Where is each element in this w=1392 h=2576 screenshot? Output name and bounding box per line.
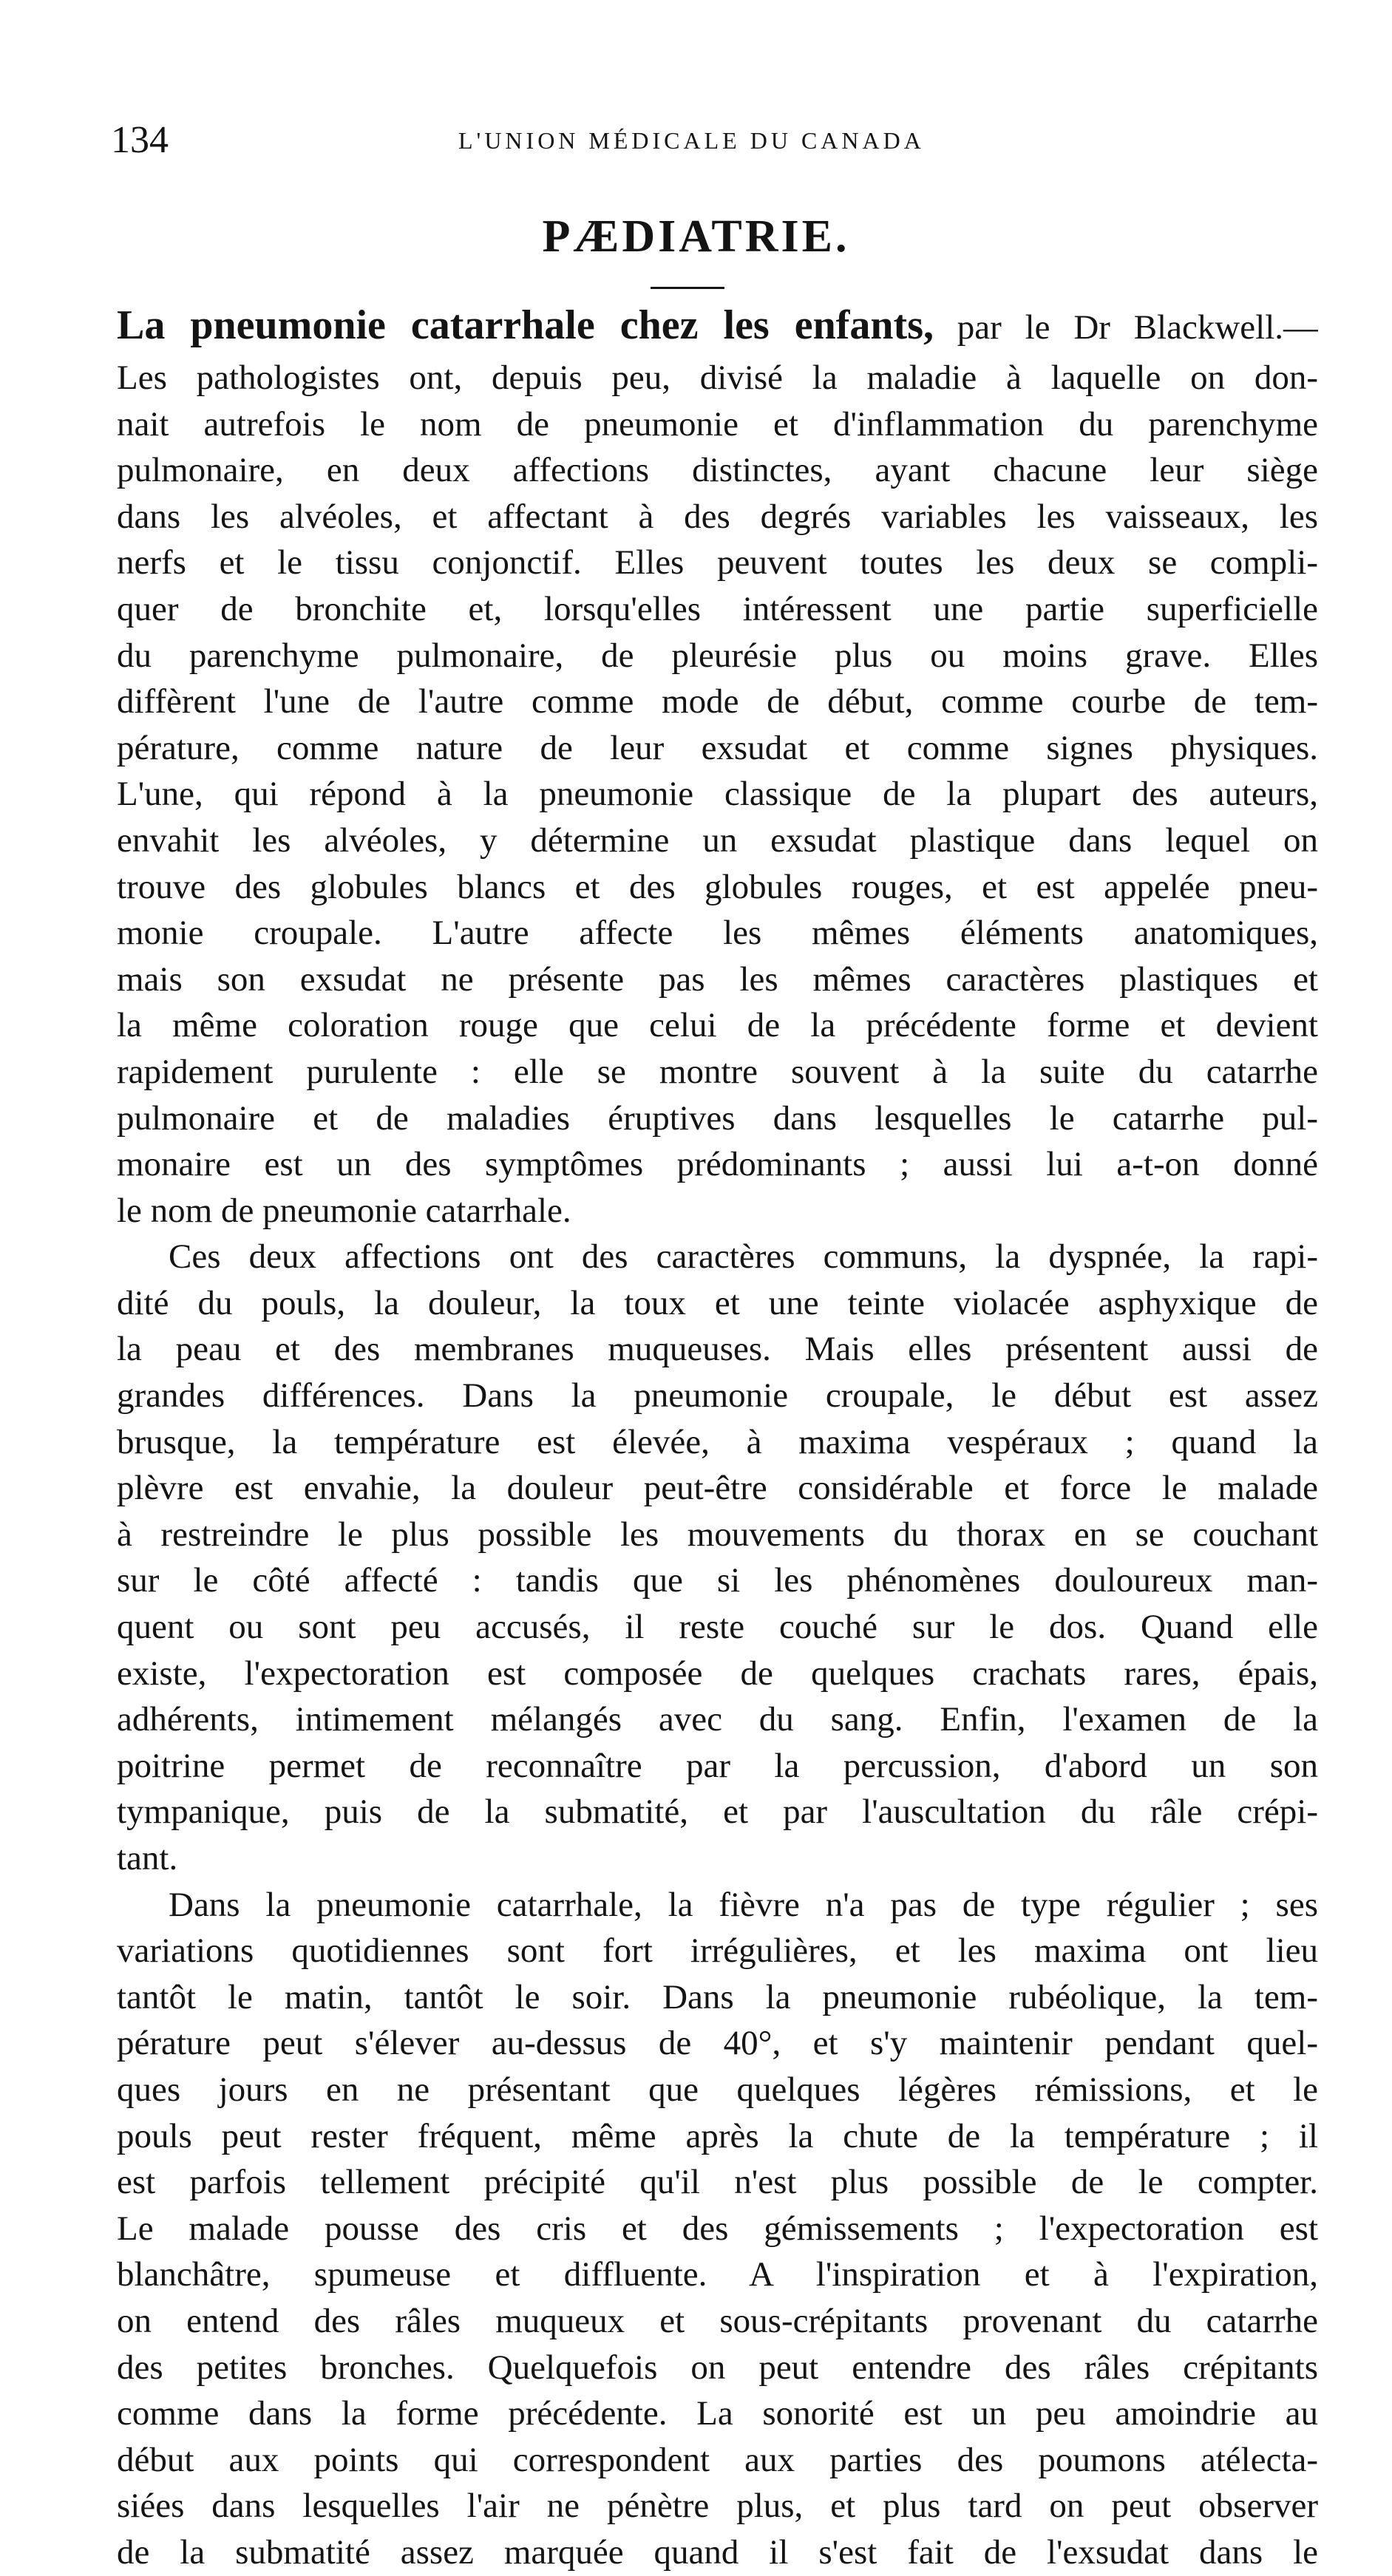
text-line: Ces deux affections ont des caractères communs, la dyspnée, la rapi- bbox=[169, 1237, 1318, 1277]
text-line: dans les alvéoles, et affectant à des degrés variables les vaisseaux, les bbox=[117, 497, 1318, 536]
text-line: grandes différences. Dans la pneumonie croupale, le début est assez bbox=[117, 1376, 1318, 1416]
text-line: comme dans la forme précédente. La sonorité est un peu amoindrie au bbox=[117, 2394, 1318, 2433]
text-line: brusque, la température est élevée, à maxima vespéraux ; quand la bbox=[117, 1422, 1318, 1461]
text-line: Dans la pneumonie catarrhale, la fièvre n'a pas de type régulier ; ses bbox=[169, 1885, 1318, 1924]
text-line: L'une, qui répond à la pneumonie classique de la plupart des auteurs, bbox=[117, 775, 1318, 814]
text-line: pulmonaire, en deux affections distinctes, ayant chacune leur siège bbox=[117, 451, 1318, 490]
text-line: Les pathologistes ont, depuis peu, divisé la maladie à laquelle on don- bbox=[117, 358, 1318, 397]
text-line: nait autrefois le nom de pneumonie et d'inflammation du parenchyme bbox=[117, 404, 1318, 444]
text-line: poitrine permet de reconnaître par la percussion, d'abord un son bbox=[117, 1746, 1318, 1785]
text-line: de la submatité assez marquée quand il s'est fait de l'exsudat dans le bbox=[117, 2532, 1318, 2572]
text-line: du parenchyme pulmonaire, de pleurésie plus ou moins grave. Elles bbox=[117, 636, 1318, 675]
section-title: PÆDIATRIE. bbox=[542, 211, 850, 262]
text-line: pouls peut rester fréquent, même après la chute de la température ; il bbox=[117, 2116, 1318, 2155]
text-line: siées dans lesquelles l'air ne pénètre plus, et plus tard on peut observer bbox=[117, 2487, 1318, 2526]
page-header bbox=[111, 111, 1294, 170]
text-line: début aux points qui correspondent aux parties des poumons atélecta- bbox=[117, 2440, 1318, 2479]
title-rule bbox=[651, 287, 724, 289]
text-line: pérature, comme nature de leur exsudat et comme signes physiques. bbox=[117, 728, 1318, 767]
text-line: dité du pouls, la douleur, la toux et une teinte violacée asphyxique de bbox=[117, 1283, 1318, 1322]
text-line: ques jours en ne présentant que quelques légères rémissions, et le bbox=[117, 2070, 1318, 2109]
text-line: monie croupale. L'autre affecte les mêmes éléments anatomiques, bbox=[117, 914, 1318, 953]
text-line: à restreindre le plus possible les mouvements du thorax en se couchant bbox=[117, 1515, 1318, 1554]
text-line: pulmonaire et de maladies éruptives dans lesquelles le catarrhe pul- bbox=[117, 1098, 1318, 1138]
text-line: sur le côté affecté : tandis que si les phénomènes douloureux man- bbox=[117, 1561, 1318, 1600]
text-line: tantôt le matin, tantôt le soir. Dans la pneumonie rubéolique, la tem- bbox=[117, 1977, 1318, 2016]
text-line: adhérents, intimement mélangés avec du sang. Enfin, l'examen de la bbox=[117, 1700, 1318, 1739]
text-line: mais son exsudat ne présente pas les mêmes caractères plastiques et bbox=[117, 959, 1318, 999]
text-line: tympanique, puis de la submatité, et par l'auscultation du râle crépi- bbox=[117, 1792, 1318, 1832]
text-line: on entend des râles muqueux et sous-crépitants provenant du catarrhe bbox=[117, 2301, 1318, 2340]
text-line: quer de bronchite et, lorsqu'elles intéressent une partie superficielle bbox=[117, 589, 1318, 628]
text-line: blanchâtre, spumeuse et diffluente. A l'inspiration et à l'expiration, bbox=[117, 2255, 1318, 2294]
article-title: La pneumonie catarrhale chez les enfants, bbox=[117, 302, 934, 348]
text-line: monaire est un des symptômes prédominants ; aussi lui a-t-on donné bbox=[117, 1145, 1318, 1184]
text-line: la même coloration rouge que celui de la précédente forme et devient bbox=[117, 1006, 1318, 1045]
text-line: Le malade pousse des cris et des gémissements ; l'expectoration est bbox=[117, 2209, 1318, 2248]
text-line: nerfs et le tissu conjonctif. Elles peuvent toutes les deux se compli- bbox=[117, 543, 1318, 582]
text-line: le nom de pneumonie catarrhale. bbox=[117, 1191, 571, 1230]
text-line: trouve des globules blancs et des globules rouges, et est appelée pneu- bbox=[117, 867, 1318, 906]
article-heading-line bbox=[117, 296, 1318, 355]
text-line: la peau et des membranes muqueuses. Mais elles présentent aussi de bbox=[117, 1330, 1318, 1369]
page-number: 134 bbox=[111, 119, 169, 161]
running-title: L'UNION MÉDICALE DU CANADA bbox=[458, 127, 925, 154]
text-line: plèvre est envahie, la douleur peut-être considérable et force le malade bbox=[117, 1469, 1318, 1508]
text-line: tant. bbox=[117, 1839, 178, 1877]
text-line: rapidement purulente : elle se montre souvent à la suite du catarrhe bbox=[117, 1052, 1318, 1091]
article-body bbox=[117, 296, 1318, 2576]
text-line: des petites bronches. Quelquefois on peut entendre des râles crépitants bbox=[117, 2348, 1318, 2387]
text-line: quent ou sont peu accusés, il reste couché sur le dos. Quand elle bbox=[117, 1608, 1318, 1647]
article-byline: par le Dr Blackwell.— bbox=[957, 308, 1318, 347]
text-line: diffèrent l'une de l'autre comme mode de début, comme courbe de tem- bbox=[117, 682, 1318, 721]
text-line: variations quotidiennes sont fort irrégulières, et les maxima ont lieu bbox=[117, 1931, 1318, 1971]
text-line: envahit les alvéoles, y détermine un exsudat plastique dans lequel on bbox=[117, 820, 1318, 860]
text-line: existe, l'expectoration est composée de quelques crachats rares, épais, bbox=[117, 1654, 1318, 1693]
text-line: est parfois tellement précipité qu'il n'est plus possible de le compter. bbox=[117, 2163, 1318, 2202]
text-line: pérature peut s'élever au-dessus de 40°, et s'y maintenir pendant quel- bbox=[117, 2024, 1318, 2063]
